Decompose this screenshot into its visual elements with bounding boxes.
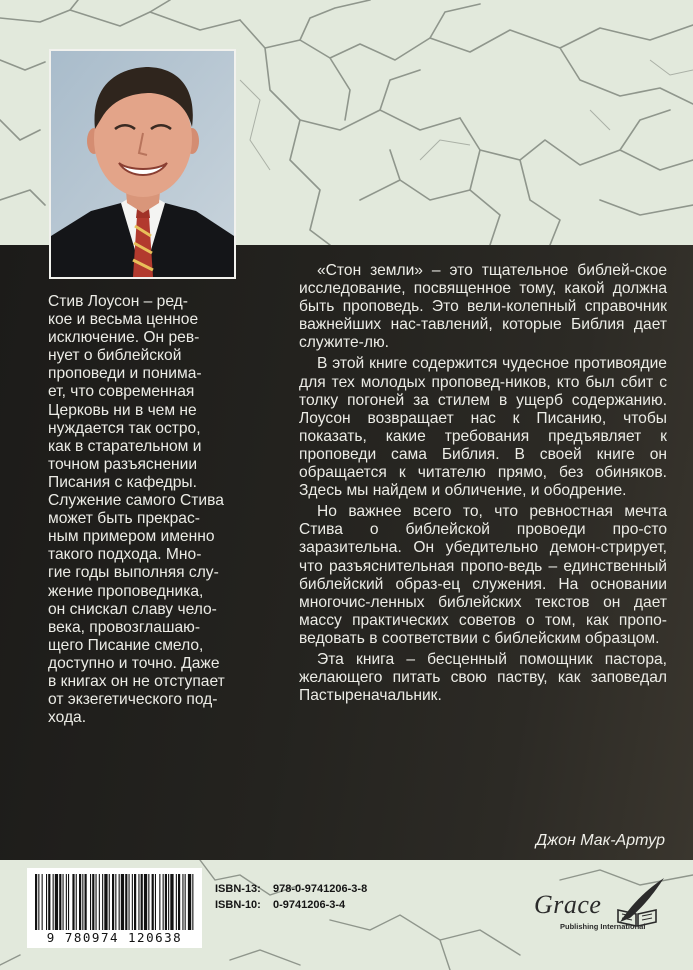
barcode-bar [109,874,110,930]
bio-line: хода. [48,709,87,727]
barcode-digits: 9 780974 120638 [46,930,183,945]
barcode-bar [159,874,160,930]
barcode-bar [176,874,177,930]
barcode-bar [96,874,97,930]
barcode-bar [165,874,167,930]
barcode-bar [125,874,127,930]
barcode-bar [90,874,91,930]
author-photo [49,49,236,279]
isbn-10-label: ISBN-10: [215,899,261,911]
bio-line: точном разъяснении [48,455,198,473]
barcode-bar [188,874,191,930]
barcode-bar [163,874,164,930]
barcode-bar [148,874,149,930]
isbn-13-line [215,883,367,895]
endorsement-signature: Джон Мак-Артур [535,832,665,849]
barcode-bar [170,874,173,930]
bio-line: Писания с кафедры. [48,473,197,491]
barcode-bar [53,874,54,930]
publisher-name: Grace [534,890,602,919]
barcode-bar [115,874,116,930]
barcode-bar [82,874,83,930]
bio-line: такого подхода. Мно- [48,546,202,564]
barcode-bar [178,874,180,930]
bio-line: ным примером именно [48,528,215,546]
barcode-bar [144,874,147,930]
endorsement-paragraph: Эта книга – бесценный помощник пастора, желающего питать свою паству, как заповедал Пастыреначальник. [299,650,667,705]
barcode-bar [66,874,67,930]
barcode-bar [192,874,193,930]
barcode-bar [155,874,156,930]
isbn-13-value: 978-0-9741206-3-8 [273,883,368,895]
barcode-bar [72,874,74,930]
barcode-bar [68,874,69,930]
barcode-bar [59,874,61,930]
bio-line: Служение самого Стива [48,492,224,510]
barcode-bar [79,874,81,930]
bio-line: кое и весьма ценное [48,311,199,329]
barcode-bars [35,874,195,932]
bio-line: жение проповедника, [48,582,204,600]
barcode-bar [48,874,50,930]
barcode-bar [185,874,186,930]
barcode-bar [63,874,64,930]
barcode-bar [102,874,103,930]
barcode-bar [152,874,154,930]
bio-line: нует о библейской [48,347,182,365]
bio-line: доступно и точно. Даже [48,654,220,672]
bio-line: исключение. Он рев- [48,329,200,347]
barcode-bar [138,874,139,930]
bio-line: как в старательном и [48,437,202,455]
publisher-logo [530,876,670,936]
bio-line: проповеди и понима- [48,365,202,383]
book-endorsement [299,262,667,708]
isbn-10-value: 0-9741206-3-4 [273,899,346,911]
bio-line: в книгах он не отступает [48,672,225,690]
bio-line: века, провозглашаю- [48,618,201,636]
bio-line: гие годы выполняя слу- [48,564,219,582]
bio-line: нуждается так остро, [48,419,201,437]
barcode-bar [119,874,120,930]
endorsement-paragraph: В этой книге содержится чудесное противоядие для тех молодых проповед-ников, кто был сбит с толку погоней за стилем в ущерб содержанию. Лоусон возвращает нас к Писанию, чтобы показать, какие требования предъявляет к проповеди сама Библия. В своей книге он обращается к читателю прямо, без обиняков. Здесь мы найдем и обличение, и ободрение. [299,355,667,500]
barcode-bar [134,874,136,930]
barcode-bar [42,874,43,930]
book-with-quill-icon [612,876,670,928]
barcode-bar [121,874,124,930]
publisher-subtitle: Publishing International [560,922,646,931]
barcode-bar [85,874,87,930]
author-portrait-illustration [51,51,234,277]
barcode-bar [141,874,143,930]
barcode-bar [182,874,183,930]
endorsement-paragraph: Но важнее всего то, что ревностная мечта Стива о библейской провоеди про-сто заразительна. Он убедительно демон-стрирует, что разъяснительная пропо-ведь – единственный библейский образ-ец служения. На основании многочис-ленных библейских текстов он дает массу практических советов о том, как пропо-ведовать в соответствии с библейским образцом. [299,503,667,647]
barcode-bar [46,874,47,930]
barcode-bar [132,874,133,930]
bio-line: может быть прекрас- [48,510,200,528]
barcode-bar [76,874,77,930]
barcode-bar [55,874,58,930]
bio-line: щего Писание смело, [48,636,204,654]
isbn-barcode [27,868,202,948]
barcode-bar [99,874,100,930]
bio-line: он снискал славу чело- [48,600,217,618]
bio-line: Церковь ни в чем не [48,401,197,419]
barcode-bar [129,874,130,930]
barcode-bar [92,874,94,930]
barcode-bar [38,874,39,930]
barcode-bar [168,874,169,930]
bio-line: Стив Лоусон – ред- [48,293,188,310]
barcode-bar [35,874,37,930]
endorsement-paragraph: «Стон земли» – это тщательное библей-ское исследование, посвященное тому, какой должна быть проповедь. Это вели-колепный справочник важнейших нас-тавлений, которые Библия дает служите-лю. [299,262,667,352]
isbn-10-line [215,899,345,911]
author-bio [48,293,244,727]
barcode-bar [104,874,107,930]
bio-line: от экзегетического под- [48,691,218,709]
isbn-13-label: ISBN-13: [215,883,261,895]
bio-line: ет, что современная [48,383,195,401]
barcode-bar [112,874,114,930]
